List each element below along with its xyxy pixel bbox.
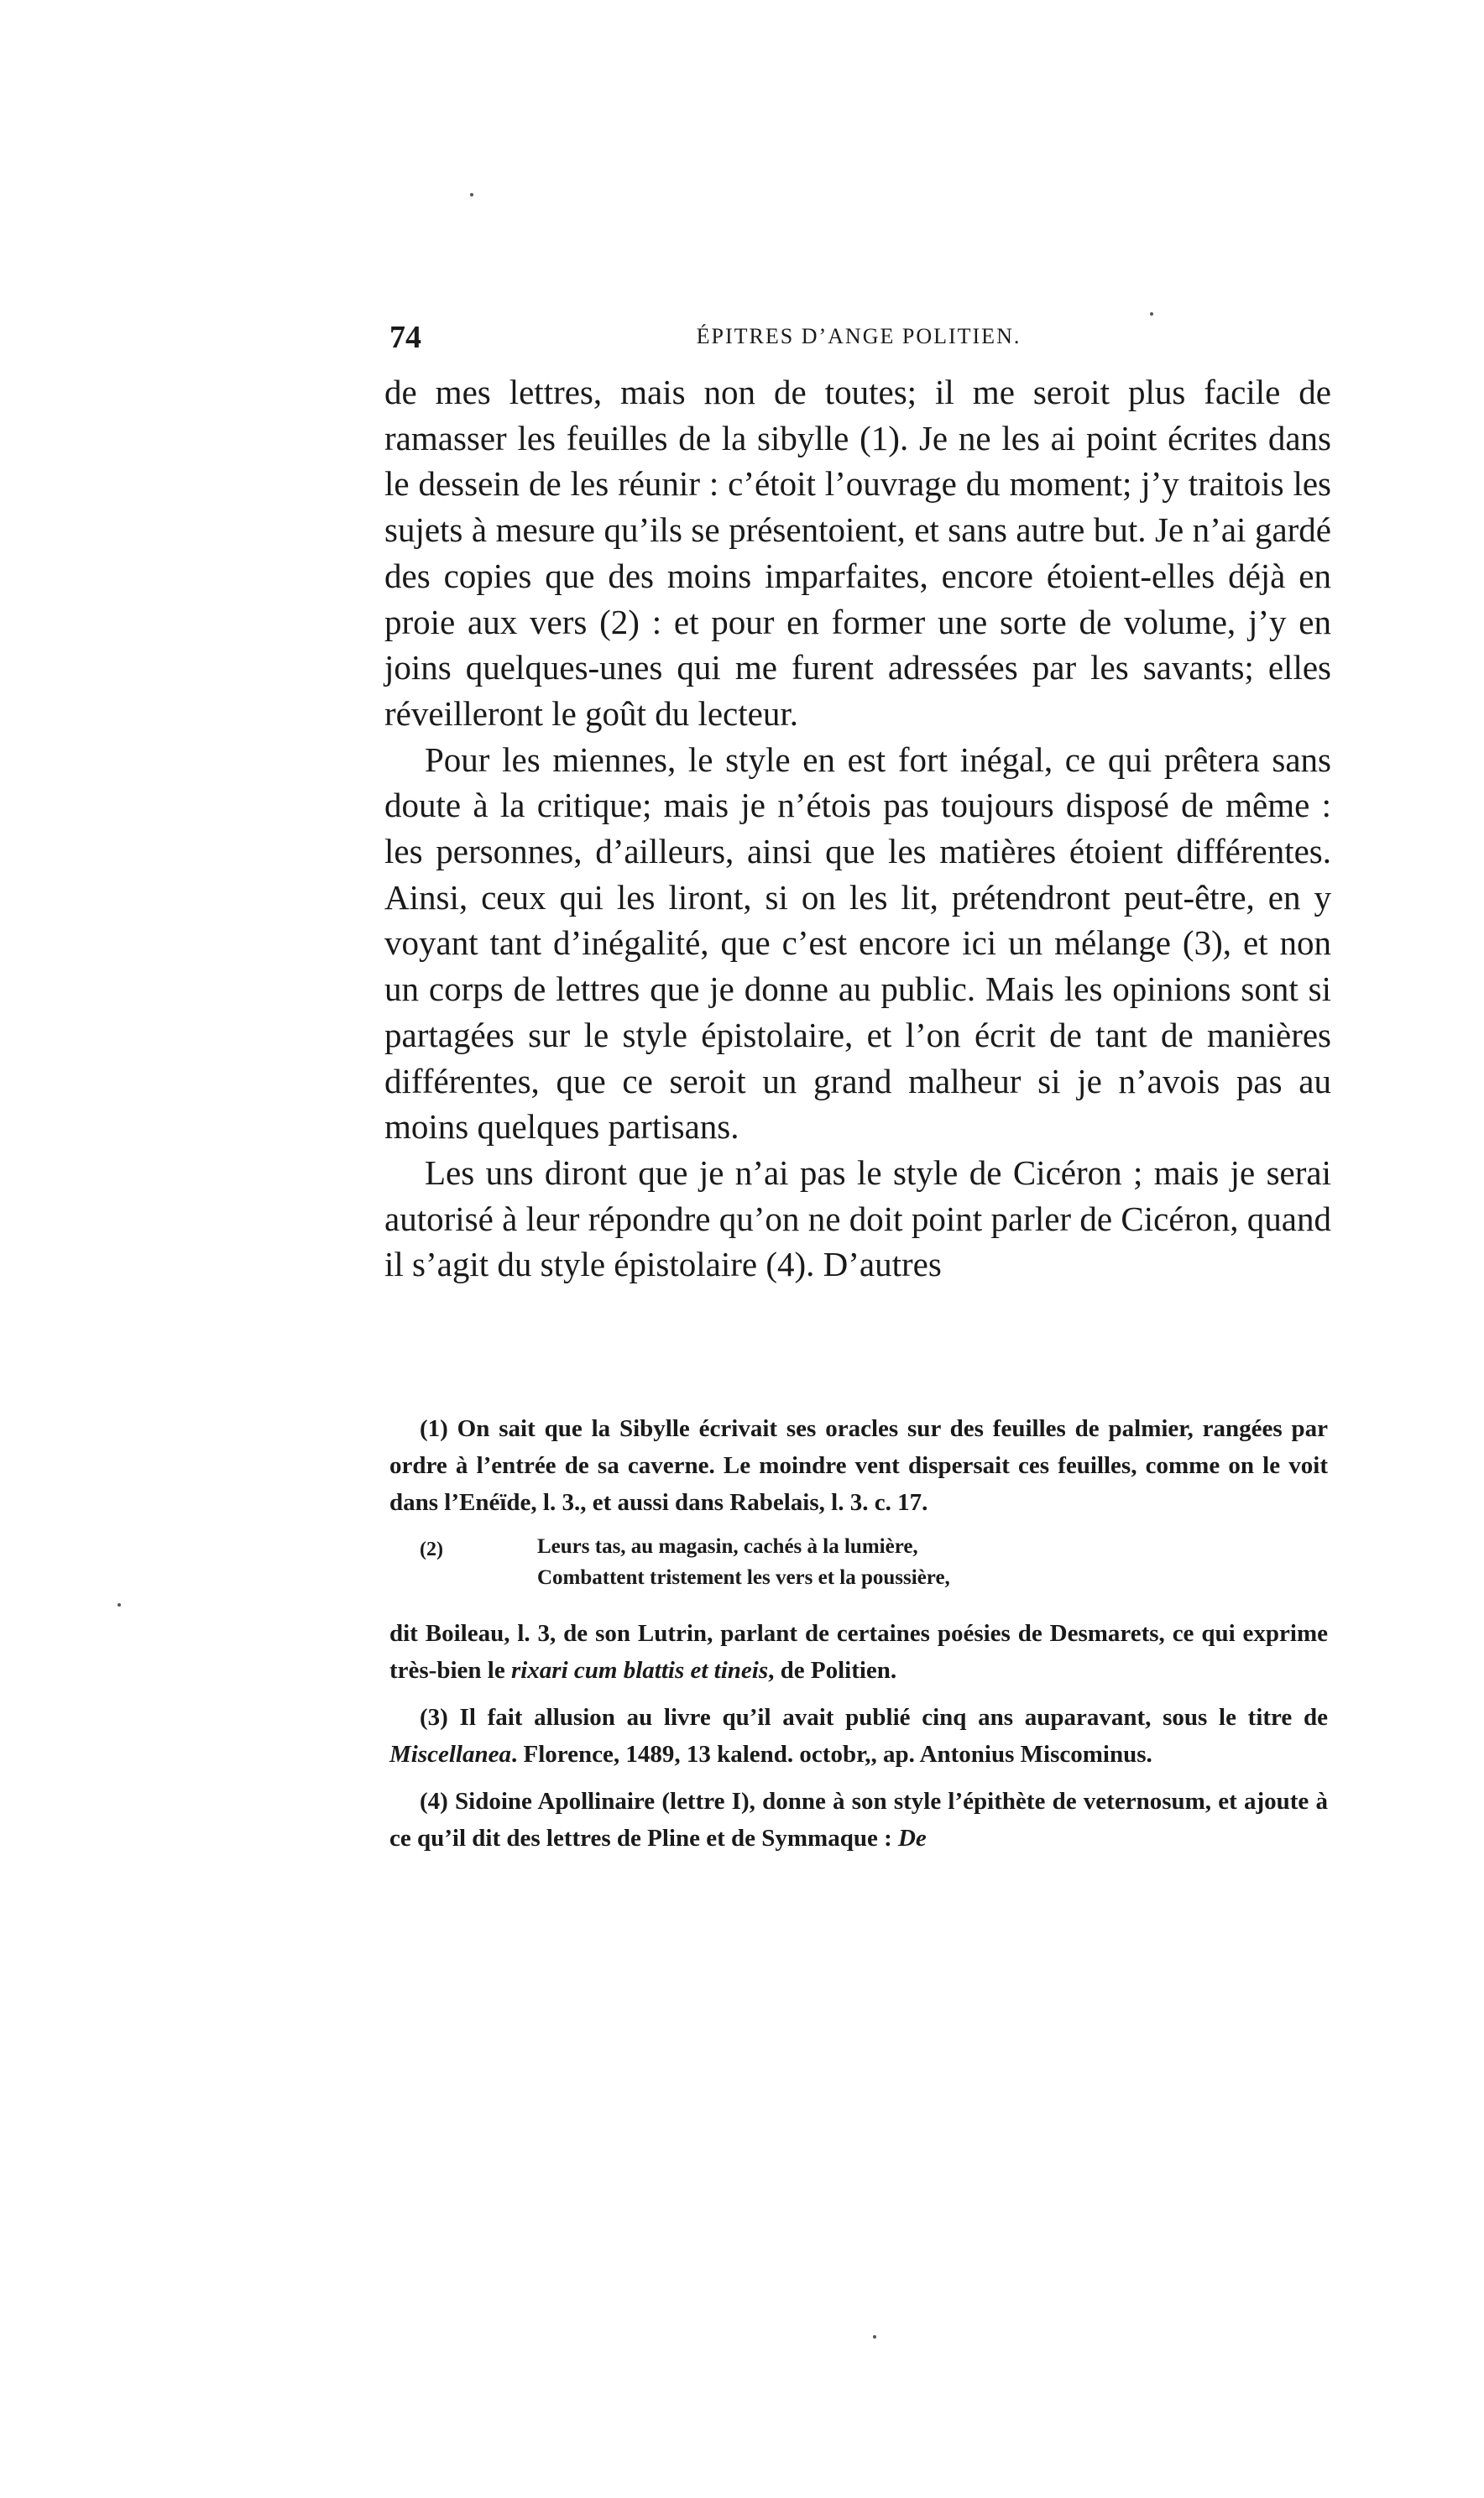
footnote-2-text-b: , de Politien. [768, 1657, 897, 1684]
footnote-1: (1) On sait que la Sibylle écrivait ses oracles sur des feuilles de palmier, rangées par ordre à l’entrée de sa caverne. Le moindre vent dispersait ces feuilles, comme on le voit dans l’Enéïde, l. 3., et aussi dans Rabelais, l. 3. c. 17. [389, 1415, 1328, 1516]
verse-line: Leurs tas, au magasin, cachés à la lumière, [537, 1535, 918, 1558]
paper-speck [470, 193, 473, 196]
footnote-4 [389, 1783, 1328, 1857]
footnote-3 [389, 1699, 1328, 1773]
running-head [389, 319, 1328, 356]
paper-speck [1150, 312, 1153, 316]
running-title: ÉPITRES D’ANGE POLITIEN. [696, 324, 1022, 348]
footnote-2-italic: rixari cum blattis et tineis [510, 1657, 769, 1684]
verse-lines [537, 1531, 950, 1593]
footnote-4-italic: De [897, 1825, 927, 1852]
footnote-4-text-a: (4) Sidoine Apollinaire (lettre I), donne à son style l’épithète de veternosum, et ajoute à ce qu’il dit des lettres de Pline et de Symmaque : [389, 1788, 1328, 1852]
paper-speck [873, 2335, 876, 2339]
body-paragraph: Pour les miennes, le style en est fort inégal, ce qui prêtera sans doute à la critique; mais je n’étois pas toujours disposé de même : les personnes, d’ailleurs, ainsi que les matières étoient différentes. Ainsi, ceux qui les liront, si on les lit, prétendront peut-être, en y voyant tant d’inégalité, que c’est encore ici un mélange (3), et non un corps de lettres que je donne au public. Mais les opinions sont si partagées sur le style épistolaire, et l’on écrit de tant de manières différentes, que ce seroit un grand malheur si je n’avois pas au moins quelques partisans. [384, 739, 1331, 1147]
page-number: 74 [389, 320, 421, 355]
footnote-2-text-a: dit Boileau, l. 3, de son Lutrin, parlant de certaines poésies de Desmarets, ce qui exprime très-bien le [389, 1620, 1328, 1684]
paper-speck [118, 1603, 121, 1607]
footnote-2-text [389, 1615, 1328, 1689]
verse-line: Combattent tristement les vers et la poussière, [537, 1566, 950, 1589]
body-text [384, 369, 1331, 1288]
footnote-3-text-a: (3) Il fait allusion au livre qu’il avait publié cinq ans auparavant, sous le titre de [420, 1704, 1328, 1731]
footnote-2-verse [389, 1531, 1328, 1593]
body-paragraph: de mes lettres, mais non de toutes; il me seroit plus facile de ramasser les feuilles de la sibylle (1). Je ne les ai point écrites dans le dessein de les réunir : c’étoit l’ouvrage du moment; j’y traitois les sujets à mesure qu’ils se présentoient, et sans autre but. Je n’ai gardé des copies que des moins imparfaites, encore étoient-elles déjà en proie aux vers (2) : et pour en former une sorte de volume, j’y en joins quelques-unes qui me furent adressées par les savants; elles réveilleront le goût du lecteur. [384, 373, 1331, 733]
footnote-3-italic: Miscellanea [389, 1741, 511, 1768]
footnote-3-text-b: . Florence, 1489, 13 kalend. octobr,, ap. Antonius Miscominus. [511, 1741, 1152, 1768]
footnote-2-mark: (2) [420, 1539, 443, 1560]
footnotes [389, 1410, 1328, 1867]
body-paragraph: Les uns diront que je n’ai pas le style de Cicéron ; mais je serai autorisé à leur répondre qu’on ne doit point parler de Cicéron, quand il s’agit du style épistolaire (4). D’autres [384, 1152, 1331, 1284]
